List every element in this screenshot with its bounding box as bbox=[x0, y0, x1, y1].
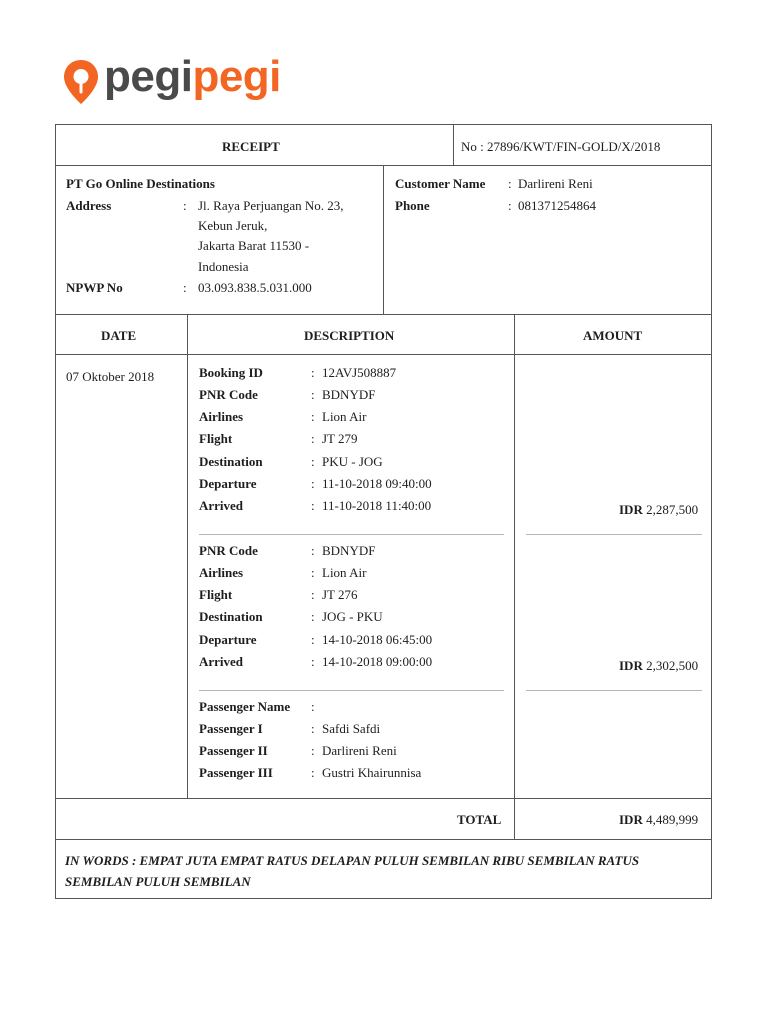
detail-value: JT 276 bbox=[322, 587, 358, 602]
detail-label: Airlines bbox=[199, 565, 244, 580]
colon: : bbox=[311, 498, 315, 513]
location-pin-icon bbox=[62, 58, 100, 106]
detail-label: Passenger Name bbox=[199, 699, 291, 714]
amount-value: 2,287,500 bbox=[646, 502, 699, 517]
address-line: Jakarta Barat 11530 - bbox=[198, 238, 310, 253]
amount-value: 4,489,999 bbox=[646, 812, 699, 827]
colon: : bbox=[183, 198, 187, 213]
detail-label: Booking ID bbox=[199, 365, 263, 380]
section-separator bbox=[526, 690, 702, 691]
colon: : bbox=[311, 543, 315, 558]
colon: : bbox=[183, 280, 187, 295]
detail-value: Gustri Khairunnisa bbox=[322, 765, 422, 780]
phone-label: Phone bbox=[395, 198, 430, 213]
logo-wordmark bbox=[104, 52, 281, 102]
colon: : bbox=[311, 632, 315, 647]
detail-value: BDNYDF bbox=[322, 543, 376, 558]
detail-value: Lion Air bbox=[322, 409, 367, 424]
logo-part2: pegi bbox=[192, 52, 281, 101]
detail-label: Airlines bbox=[199, 409, 244, 424]
logo-part1: pegi bbox=[104, 52, 193, 101]
col-amount-header: AMOUNT bbox=[583, 328, 643, 343]
detail-label: Flight bbox=[199, 431, 233, 446]
detail-label: Departure bbox=[199, 476, 257, 491]
col-description-header: DESCRIPTION bbox=[304, 328, 395, 343]
customer-name: Darlireni Reni bbox=[518, 176, 593, 191]
colon: : bbox=[311, 721, 315, 736]
section-separator bbox=[199, 690, 504, 691]
currency-label: IDR bbox=[619, 502, 643, 517]
colon: : bbox=[508, 198, 512, 213]
detail-label: Departure bbox=[199, 632, 257, 647]
colon: : bbox=[311, 587, 315, 602]
section-separator bbox=[199, 534, 504, 535]
colon: : bbox=[311, 565, 315, 580]
colon: : bbox=[311, 431, 315, 446]
currency-label: IDR bbox=[619, 658, 643, 673]
customer-name-label: Customer Name bbox=[395, 176, 486, 191]
detail-value: Safdi Safdi bbox=[322, 721, 381, 736]
transaction-date: 07 Oktober 2018 bbox=[66, 369, 155, 384]
amount-value: 2,302,500 bbox=[646, 658, 699, 673]
address-line: Indonesia bbox=[198, 259, 249, 274]
detail-label: PNR Code bbox=[199, 543, 258, 558]
divider bbox=[187, 314, 188, 798]
receipt-number: No : 27896/KWT/FIN-GOLD/X/2018 bbox=[461, 139, 661, 154]
colon: : bbox=[311, 454, 315, 469]
detail-label: Passenger III bbox=[199, 765, 273, 780]
detail-value: JT 279 bbox=[322, 431, 358, 446]
total-amount bbox=[619, 812, 698, 828]
detail-label: Arrived bbox=[199, 654, 244, 669]
detail-label: Passenger II bbox=[199, 743, 268, 758]
colon: : bbox=[311, 365, 315, 380]
total-label: TOTAL bbox=[457, 812, 502, 827]
detail-value: 14-10-2018 06:45:00 bbox=[322, 632, 433, 647]
colon: : bbox=[311, 387, 315, 402]
detail-value: BDNYDF bbox=[322, 387, 376, 402]
detail-label: Arrived bbox=[199, 498, 244, 513]
detail-label: Passenger I bbox=[199, 721, 263, 736]
colon: : bbox=[311, 765, 315, 780]
amount-flight-2 bbox=[619, 658, 698, 674]
npwp-value: 03.093.838.5.031.000 bbox=[198, 280, 312, 295]
colon: : bbox=[311, 743, 315, 758]
divider bbox=[453, 125, 454, 165]
divider bbox=[514, 314, 515, 839]
amount-flight-1 bbox=[619, 502, 698, 518]
address-line: Jl. Raya Perjuangan No. 23, bbox=[198, 198, 344, 213]
colon: : bbox=[508, 176, 512, 191]
detail-value: 14-10-2018 09:00:00 bbox=[322, 654, 433, 669]
colon: : bbox=[311, 654, 315, 669]
detail-value: Lion Air bbox=[322, 565, 367, 580]
col-date-header: DATE bbox=[101, 328, 137, 343]
section-separator bbox=[526, 534, 702, 535]
amount-in-words: IN WORDS : EMPAT JUTA EMPAT RATUS DELAPAN PULUH SEMBILAN RIBU SEMBILAN RATUS SEMBILAN PULUH SEMBILAN bbox=[65, 853, 640, 889]
colon: : bbox=[311, 409, 315, 424]
colon: : bbox=[311, 609, 315, 624]
detail-value: JOG - PKU bbox=[322, 609, 383, 624]
phone-value: 081371254864 bbox=[518, 198, 596, 213]
receipt-title: RECEIPT bbox=[222, 139, 280, 154]
detail-value: 11-10-2018 11:40:00 bbox=[322, 498, 432, 513]
detail-label: PNR Code bbox=[199, 387, 258, 402]
divider bbox=[56, 354, 711, 355]
divider bbox=[56, 798, 711, 799]
divider bbox=[56, 839, 711, 840]
divider bbox=[383, 165, 384, 314]
address-line: Kebun Jeruk, bbox=[198, 218, 268, 233]
detail-label: Destination bbox=[199, 454, 263, 469]
address-label: Address bbox=[66, 198, 112, 213]
currency-label: IDR bbox=[619, 812, 643, 827]
colon: : bbox=[311, 699, 315, 714]
detail-value: 12AVJ508887 bbox=[322, 365, 397, 380]
colon: : bbox=[311, 476, 315, 491]
divider bbox=[56, 314, 711, 315]
detail-label: Destination bbox=[199, 609, 263, 624]
detail-value: Darlireni Reni bbox=[322, 743, 397, 758]
detail-value: PKU - JOG bbox=[322, 454, 383, 469]
detail-label: Flight bbox=[199, 587, 233, 602]
detail-value: 11-10-2018 09:40:00 bbox=[322, 476, 432, 491]
npwp-label: NPWP No bbox=[66, 280, 123, 295]
company-name: PT Go Online Destinations bbox=[66, 176, 215, 191]
